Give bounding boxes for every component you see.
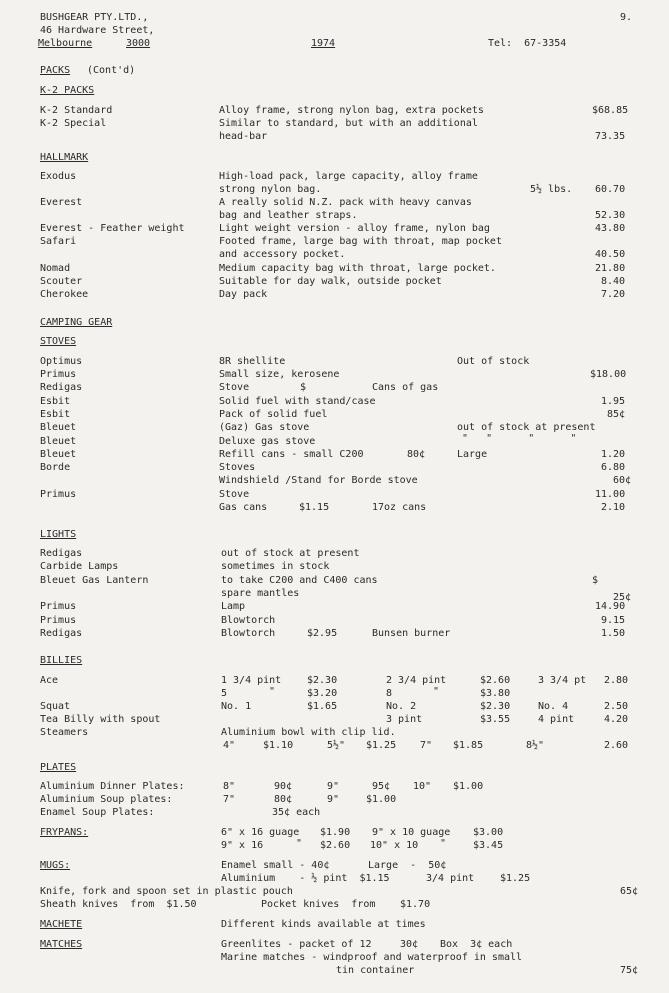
frypan-price: $3.00 — [473, 827, 504, 838]
plate-price: 90¢ — [274, 781, 293, 792]
company-phone: Tel: 67-3354 — [488, 38, 567, 49]
item-note: out of stock at present — [457, 422, 596, 433]
company-postcode: 3000 — [126, 38, 151, 49]
item-price: 85¢ — [607, 409, 626, 420]
item-desc: Box 3¢ each — [440, 939, 513, 950]
item-desc: head-bar — [219, 131, 268, 142]
item-price: $1.70 — [400, 899, 431, 910]
item-desc: Light weight version - alloy frame, nylon bag — [219, 223, 490, 234]
item-name: Tea Billy with spout — [40, 714, 161, 725]
item-price: 7.20 — [601, 289, 626, 300]
steamer-size: 7" — [420, 740, 433, 751]
item-desc: Stoves — [219, 462, 256, 473]
plate-size: 9" — [327, 781, 340, 792]
steamer-size: 5½" — [327, 740, 346, 751]
item-name: Esbit — [40, 396, 71, 407]
plate-price: 35¢ each — [272, 807, 321, 818]
item-small-price: 80¢ — [407, 449, 426, 460]
item-name: Nomad — [40, 263, 71, 274]
item-desc: Pocket knives from — [261, 899, 376, 910]
item-desc: bag and leather straps. — [219, 210, 358, 221]
plate-price: $1.00 — [366, 794, 397, 805]
ditto-mark: " — [433, 686, 440, 697]
billy-size: 3 pint — [386, 714, 423, 725]
item-price: 40.50 — [595, 249, 626, 260]
ditto-mark: " — [440, 838, 447, 849]
item-extra: Bunsen burner — [372, 628, 451, 639]
item-desc: (Gaz) Gas stove — [219, 422, 310, 433]
billy-size: No. 1 — [221, 701, 252, 712]
list-year: 1974 — [311, 38, 336, 49]
item-desc: Pack of solid fuel — [219, 409, 328, 420]
item-price: 60.70 — [595, 184, 626, 195]
plate-size: 9" — [327, 794, 340, 805]
item-price: 65¢ — [620, 886, 639, 897]
item-desc: Aluminium bowl with clip lid. — [221, 727, 396, 738]
frypans-heading: FRYPANS: — [40, 827, 89, 838]
item-desc: Footed frame, large bag with throat, map pocket — [219, 236, 502, 247]
item-desc: Alloy frame, strong nylon bag, extra pockets — [219, 105, 484, 116]
item-name: Redigas — [40, 548, 83, 559]
item-price: 1.50 — [601, 628, 626, 639]
mugs-heading: MUGS: — [40, 860, 71, 871]
steamer-price: 2.60 — [604, 740, 629, 751]
item-name: Exodus — [40, 171, 77, 182]
item-name: Redigas — [40, 382, 83, 393]
item-desc: sometimes in stock — [221, 561, 330, 572]
item-desc: Gas cans — [219, 502, 268, 513]
item-desc: Stove — [219, 489, 250, 500]
item-name: Aluminium Soup plates: — [40, 794, 173, 805]
billy-size: 8 — [386, 688, 393, 699]
item-desc: to take C200 and C400 cans — [221, 575, 378, 586]
plate-size: 8" — [223, 781, 236, 792]
item-price: 73.35 — [595, 131, 626, 142]
matches-heading: MATCHES — [40, 939, 83, 950]
item-name: Safari — [40, 236, 77, 247]
item-unit-price: $1.15 — [299, 502, 330, 513]
billy-size: No. 2 — [386, 701, 417, 712]
machete-heading: MACHETE — [40, 919, 83, 930]
item-price: 60¢ — [613, 475, 632, 486]
frypan-size: 9" x 16 — [221, 840, 264, 851]
item-price: 1.95 — [601, 396, 626, 407]
item-name: Scouter — [40, 276, 83, 287]
item-desc: out of stock at present — [221, 548, 360, 559]
billy-price: 2.50 — [604, 701, 629, 712]
item-desc: Solid fuel with stand/case — [219, 396, 376, 407]
item-price: 9.15 — [601, 615, 626, 626]
item-price: 43.80 — [595, 223, 626, 234]
steamer-size: 8½" — [526, 740, 545, 751]
mug-desc: Enamel small - 40¢ — [221, 860, 330, 871]
frypan-size: 10" x 10 — [370, 840, 419, 851]
item-name: Primus — [40, 601, 77, 612]
plate-size: 10" — [413, 781, 432, 792]
billy-price: $1.65 — [307, 701, 338, 712]
item-desc: 8R shellite — [219, 356, 286, 367]
steamer-price: $1.25 — [366, 740, 397, 751]
item-price: $68.85 — [592, 105, 629, 116]
billy-price: $2.30 — [480, 701, 511, 712]
item-price: 1.20 — [601, 449, 626, 460]
billy-price: $2.30 — [307, 675, 338, 686]
billy-price: $2.60 — [480, 675, 511, 686]
frypan-price: $3.45 — [473, 840, 504, 851]
company-name: BUSHGEAR PTY.LTD., — [40, 12, 149, 23]
item-name: Steamers — [40, 727, 89, 738]
billy-size: 1 3/4 pint — [221, 675, 282, 686]
mug-desc: Large - 50¢ — [368, 860, 447, 871]
item-desc: Sheath knives from $1.50 — [40, 899, 197, 910]
item-name: Bleuet — [40, 449, 77, 460]
mug-desc: 3/4 pint — [426, 873, 475, 884]
item-dollar: $ — [300, 382, 307, 393]
item-price: 75¢ — [620, 965, 639, 976]
billy-size: 4 pint — [538, 714, 575, 725]
frypan-size: 6" x 16 guage — [221, 827, 300, 838]
item-desc: Blowtorch — [221, 615, 276, 626]
item-name: Cherokee — [40, 289, 89, 300]
item-name: Ace — [40, 675, 59, 686]
item-size: 17oz cans — [372, 502, 427, 513]
item-desc: Deluxe gas stove — [219, 436, 316, 447]
item-unit-price: $2.95 — [307, 628, 338, 639]
item-name: K-2 Special — [40, 118, 107, 129]
item-price: 2.10 — [601, 502, 626, 513]
item-price: 30¢ — [400, 939, 419, 950]
item-desc: Knife, fork and spoon set in plastic pouch — [40, 886, 293, 897]
item-name: Everest — [40, 197, 83, 208]
frypan-size: 9" x 10 guage — [372, 827, 451, 838]
item-desc: tin container — [336, 965, 415, 976]
item-name: Everest - Feather weight — [40, 223, 185, 234]
item-desc: Greenlites - packet of 12 — [221, 939, 372, 950]
item-price: 25¢ — [613, 592, 632, 603]
ditto-mark: " — [296, 838, 303, 849]
billies-heading: BILLIES — [40, 655, 83, 666]
billy-size: 2 3/4 pint — [386, 675, 447, 686]
company-street: 46 Hardware Street, — [40, 25, 155, 36]
item-desc: Windshield /Stand for Borde stove — [219, 475, 418, 486]
plates-heading: PLATES — [40, 762, 77, 773]
billy-price: 2.80 — [604, 675, 629, 686]
billy-size: 3 3/4 pt — [538, 675, 587, 686]
item-name: Bleuet — [40, 422, 77, 433]
frypan-price: $2.60 — [320, 840, 351, 851]
item-name: Borde — [40, 462, 71, 473]
billy-size: No. 4 — [538, 701, 569, 712]
hallmark-heading: HALLMARK — [40, 152, 89, 163]
steamer-price: $1.10 — [263, 740, 294, 751]
item-desc: Suitable for day walk, outside pocket — [219, 276, 442, 287]
billy-size: 5 — [221, 688, 228, 699]
frypan-price: $1.90 — [320, 827, 351, 838]
item-name: Optimus — [40, 356, 83, 367]
item-name: Bleuet — [40, 436, 77, 447]
item-name: Primus — [40, 615, 77, 626]
item-desc: Blowtorch — [221, 628, 276, 639]
item-large-label: Large — [457, 449, 488, 460]
item-price: 6.80 — [601, 462, 626, 473]
steamer-price: $1.85 — [453, 740, 484, 751]
plate-size: 7" — [223, 794, 236, 805]
item-price: $18.00 — [590, 369, 627, 380]
mug-desc: Aluminium - ½ pint $1.15 — [221, 873, 390, 884]
item-desc: and accessory pocket. — [219, 249, 346, 260]
item-name: Bleuet Gas Lantern — [40, 575, 149, 586]
camping-gear-heading: CAMPING GEAR — [40, 317, 113, 328]
item-price: 8.40 — [601, 276, 626, 287]
lights-heading: LIGHTS — [40, 529, 77, 540]
item-name: Aluminium Dinner Plates: — [40, 781, 185, 792]
item-price: 14.90 — [595, 601, 626, 612]
item-desc: Lamp — [221, 601, 246, 612]
item-desc: Marine matches - windproof and waterproof in small — [221, 952, 523, 963]
item-name: Carbide Lamps — [40, 561, 119, 572]
item-name: K-2 Standard — [40, 105, 113, 116]
item-note: Out of stock — [457, 356, 530, 367]
item-desc: strong nylon bag. — [219, 184, 322, 195]
item-desc: Refill cans - small C200 — [219, 449, 364, 460]
billy-price: 4.20 — [604, 714, 629, 725]
plate-price: 80¢ — [274, 794, 293, 805]
mug-price: $1.25 — [500, 873, 531, 884]
item-desc: A really solid N.Z. pack with heavy canvas — [219, 197, 472, 208]
item-desc: Day pack — [219, 289, 268, 300]
ditto-mark: " — [269, 686, 276, 697]
item-price: 21.80 — [595, 263, 626, 274]
item-desc: High-load pack, large capacity, alloy frame — [219, 171, 478, 182]
item-desc: Small size, kerosene — [219, 369, 340, 380]
item-desc: Medium capacity bag with throat, large pocket. — [219, 263, 496, 274]
item-name: Enamel Soup Plates: — [40, 807, 155, 818]
plate-price: $1.00 — [453, 781, 484, 792]
item-desc: spare mantles — [221, 588, 300, 599]
item-desc: Different kinds available at times — [221, 919, 426, 930]
billy-price: $3.80 — [480, 688, 511, 699]
item-name: Primus — [40, 369, 77, 380]
billy-price: $3.20 — [307, 688, 338, 699]
page-number: 9. — [620, 12, 633, 23]
steamer-size: 4" — [223, 740, 236, 751]
item-name: Redigas — [40, 628, 83, 639]
billy-price: $3.55 — [480, 714, 511, 725]
item-name: Squat — [40, 701, 71, 712]
section-packs-note: (Cont'd) — [87, 65, 136, 76]
item-name: Esbit — [40, 409, 71, 420]
plate-price: 95¢ — [372, 781, 391, 792]
section-packs-title: PACKS — [40, 65, 71, 76]
item-desc: Stove — [219, 382, 250, 393]
item-price: 52.30 — [595, 210, 626, 221]
stoves-heading: STOVES — [40, 336, 77, 347]
item-weight: 5½ lbs. — [530, 184, 573, 195]
item-price: 11.00 — [595, 489, 626, 500]
item-desc: Similar to standard, but with an additional — [219, 118, 478, 129]
item-name: Primus — [40, 489, 77, 500]
k2-packs-heading: K-2 PACKS — [40, 85, 95, 96]
ditto-marks: " " " " — [462, 433, 577, 444]
company-city: Melbourne — [38, 38, 93, 49]
item-extra: Cans of gas — [372, 382, 439, 393]
item-dollar: $ — [592, 575, 599, 586]
